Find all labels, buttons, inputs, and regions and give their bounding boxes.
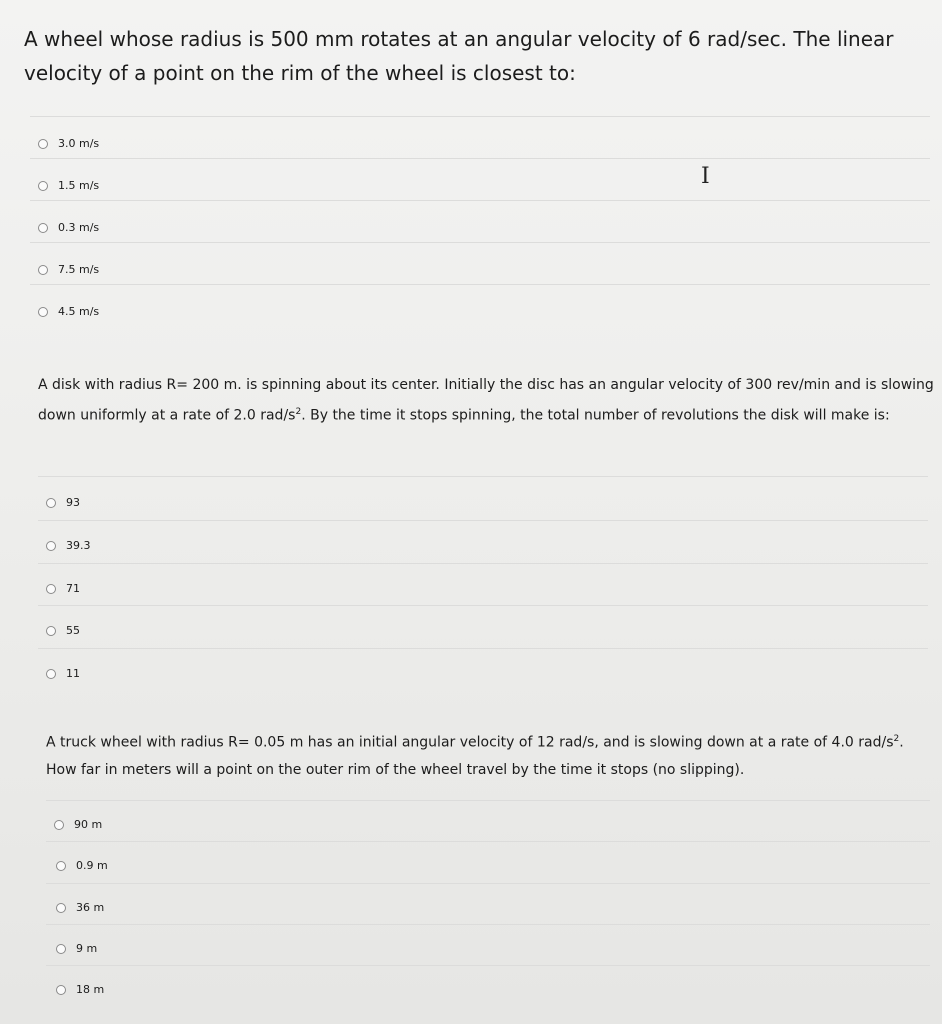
- stem-text: A truck wheel with radius R= 0.05 m has an initial angular velocity of 12 rad/s, and is slowing down at a rate of 4.0 rad/s: [46, 734, 894, 751]
- radio-button[interactable]: [56, 903, 66, 913]
- question-2-option-4[interactable]: [46, 624, 80, 637]
- question-3-option-5[interactable]: [56, 983, 104, 996]
- radio-button[interactable]: [46, 626, 56, 636]
- question-1-option-5[interactable]: [38, 305, 99, 318]
- radio-button[interactable]: [38, 139, 48, 149]
- option-divider: [38, 605, 928, 606]
- option-divider: [38, 520, 928, 521]
- option-divider: [38, 476, 928, 477]
- option-label: 9 m: [76, 942, 98, 955]
- radio-button[interactable]: [38, 265, 48, 275]
- question-2-option-2[interactable]: [46, 539, 91, 552]
- stem-text: . How far in meters will a point on the outer rim of the wheel travel by the time it stops (no slipping).: [46, 734, 904, 778]
- question-2-option-1[interactable]: [46, 496, 80, 509]
- question-2-option-5[interactable]: [46, 667, 80, 680]
- question-2-option-3[interactable]: [46, 582, 80, 595]
- option-divider: [30, 284, 930, 285]
- option-label: 90 m: [74, 818, 103, 831]
- question-3-option-2[interactable]: [56, 859, 108, 872]
- question-3-option-4[interactable]: [56, 942, 97, 955]
- question-1-option-4[interactable]: [38, 263, 99, 276]
- radio-button[interactable]: [46, 669, 56, 679]
- option-divider: [38, 648, 928, 649]
- option-label: 11: [66, 667, 80, 680]
- radio-button[interactable]: [46, 541, 56, 551]
- radio-button[interactable]: [46, 498, 56, 508]
- question-3-stem: [46, 726, 926, 784]
- stem-text: A disk with radius R= 200 m. is spinning about its center. Initially the disc has an angular velocity of 300 rev/min and is slowing down uniformly at a rate of 2.0 rad/s: [38, 377, 934, 424]
- option-label: 55: [66, 624, 80, 637]
- radio-button[interactable]: [46, 584, 56, 594]
- question-3-option-1[interactable]: [54, 818, 102, 831]
- radio-button[interactable]: [38, 307, 48, 317]
- option-divider: [38, 563, 928, 564]
- option-divider: [46, 965, 930, 966]
- radio-button[interactable]: [38, 223, 48, 233]
- radio-button[interactable]: [56, 944, 66, 954]
- radio-button[interactable]: [56, 985, 66, 995]
- option-label: 36 m: [76, 901, 105, 914]
- option-label: 1.5 m/s: [58, 179, 100, 192]
- radio-button[interactable]: [38, 181, 48, 191]
- option-label: 7.5 m/s: [58, 263, 100, 276]
- option-label: 3.0 m/s: [58, 137, 100, 150]
- option-divider: [30, 158, 930, 159]
- question-3-option-3[interactable]: [56, 901, 104, 914]
- option-divider: [46, 924, 930, 925]
- question-1-stem: A wheel whose radius is 500 mm rotates at an angular velocity of 6 rad/sec. The linear velocity of a point on the rim of the wheel is closest to:: [24, 27, 894, 85]
- stem-text: . By the time it stops spinning, the total number of revolutions the disk will make is:: [301, 407, 890, 424]
- superscript: 2: [893, 734, 900, 744]
- option-label: 0.9 m: [76, 859, 108, 872]
- option-divider: [46, 841, 930, 842]
- option-label: 4.5 m/s: [58, 305, 100, 318]
- radio-button[interactable]: [54, 820, 64, 830]
- option-label: 71: [66, 582, 80, 595]
- option-divider: [30, 116, 930, 117]
- option-label: 18 m: [76, 983, 105, 996]
- option-label: 39.3: [66, 539, 91, 552]
- option-label: 93: [66, 496, 80, 509]
- radio-button[interactable]: [56, 861, 66, 871]
- superscript: 2: [295, 407, 302, 417]
- option-divider: [46, 800, 930, 801]
- option-divider: [30, 200, 930, 201]
- question-1-option-1[interactable]: [38, 137, 99, 150]
- question-1-option-3[interactable]: [38, 221, 99, 234]
- option-label: 0.3 m/s: [58, 221, 100, 234]
- question-2-stem: [38, 372, 934, 430]
- question-1-option-2[interactable]: [38, 179, 99, 192]
- option-divider: [46, 883, 930, 884]
- text-cursor-icon: I: [701, 164, 710, 189]
- option-divider: [30, 242, 930, 243]
